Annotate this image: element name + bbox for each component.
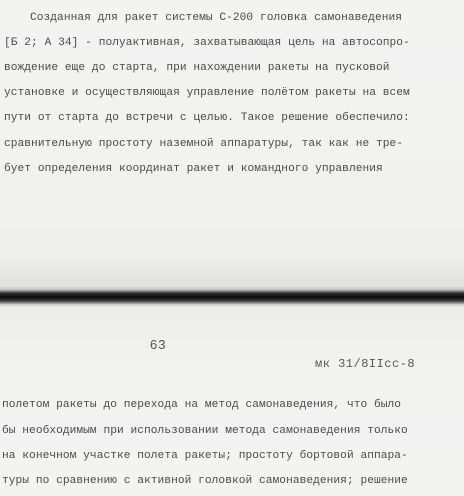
text-line: бует определения координат ракет и командного управления xyxy=(4,163,383,175)
text-line: на конечном участке полета ракеты; простоту бортовой аппара- xyxy=(2,450,408,462)
text-line: вождение еще до старта, при нахождении ракеты на пусковой xyxy=(4,62,390,74)
page-separator xyxy=(0,285,464,307)
bottom-page xyxy=(0,307,464,496)
text-line: бы необходимым при использовании метода самонаведения только xyxy=(2,425,408,437)
text-line: полетом ракеты до перехода на метод самонаведения, что было xyxy=(2,399,402,411)
text-line: сравнительную простоту наземной аппаратуры, так как не тре- xyxy=(4,138,404,150)
text-line: Созданная для ракет системы С-200 головка самонаведения xyxy=(30,12,402,24)
text-line: установке и осуществляющая управление полётом ракеты на всем xyxy=(4,87,410,99)
text-line: пути от старта до встречи с целью. Такое решение обеспечило: xyxy=(4,112,410,124)
page-shadow xyxy=(0,258,464,285)
document-mark: мк 31/8IIсс-8 xyxy=(315,357,416,371)
text-line: туры по сравнению с активной головкой самонаведения; решение xyxy=(2,475,408,487)
page-number: 63 xyxy=(150,337,167,352)
text-line: [Б 2; А 34] - полуактивная, захватывающая цель на автосопро- xyxy=(4,37,410,49)
